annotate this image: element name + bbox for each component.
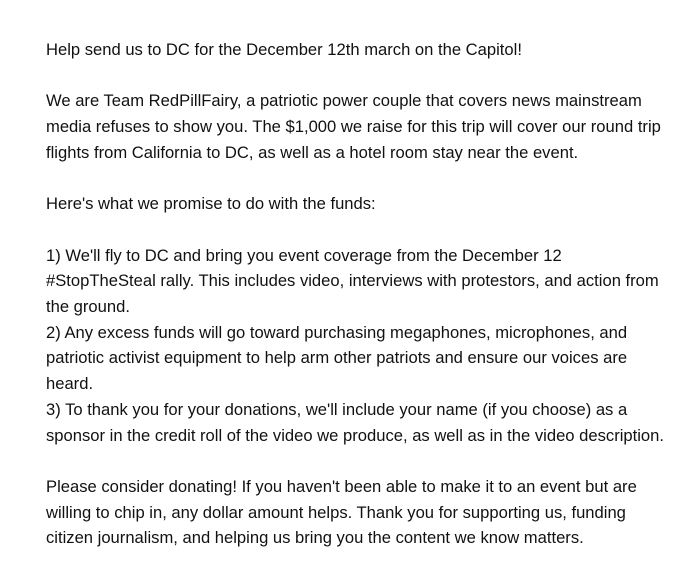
list-item: 3) To thank you for your donations, we'll include your name (if you choose) as a sponsor in the credit roll of the video we produce, as well as in the video description. xyxy=(46,399,664,445)
list-item: 2) Any excess funds will go toward purchasing megaphones, microphones, and patriotic activist equipment to help arm other patriots and ensure our voices are heard. xyxy=(46,322,628,394)
fundraiser-text xyxy=(46,37,686,577)
promise-lead-paragraph: Here's what we promise to do with the funds: xyxy=(46,194,376,214)
heading-paragraph: Help send us to DC for the December 12th march on the Capitol! xyxy=(46,40,522,59)
closing-paragraph: Please consider donating! If you haven't been able to make it to an event but are willing to chip in, any dollar amount helps. Thank you for supporting us, funding citizen journalism, and helping us bring you the content we know matters. xyxy=(46,476,637,548)
list-item: 1) We'll fly to DC and bring you event coverage from the December 12 #StopTheSteal rally. This includes video, interviews with protestors, and action from the ground. xyxy=(46,245,659,316)
intro-paragraph: We are Team RedPillFairy, a patriotic power couple that covers news mainstream media refuses to show you. The $1,000 we raise for this trip will cover our round trip flights from California to DC, as well as a hotel room stay near the event. xyxy=(46,91,661,162)
promise-list xyxy=(46,243,686,449)
